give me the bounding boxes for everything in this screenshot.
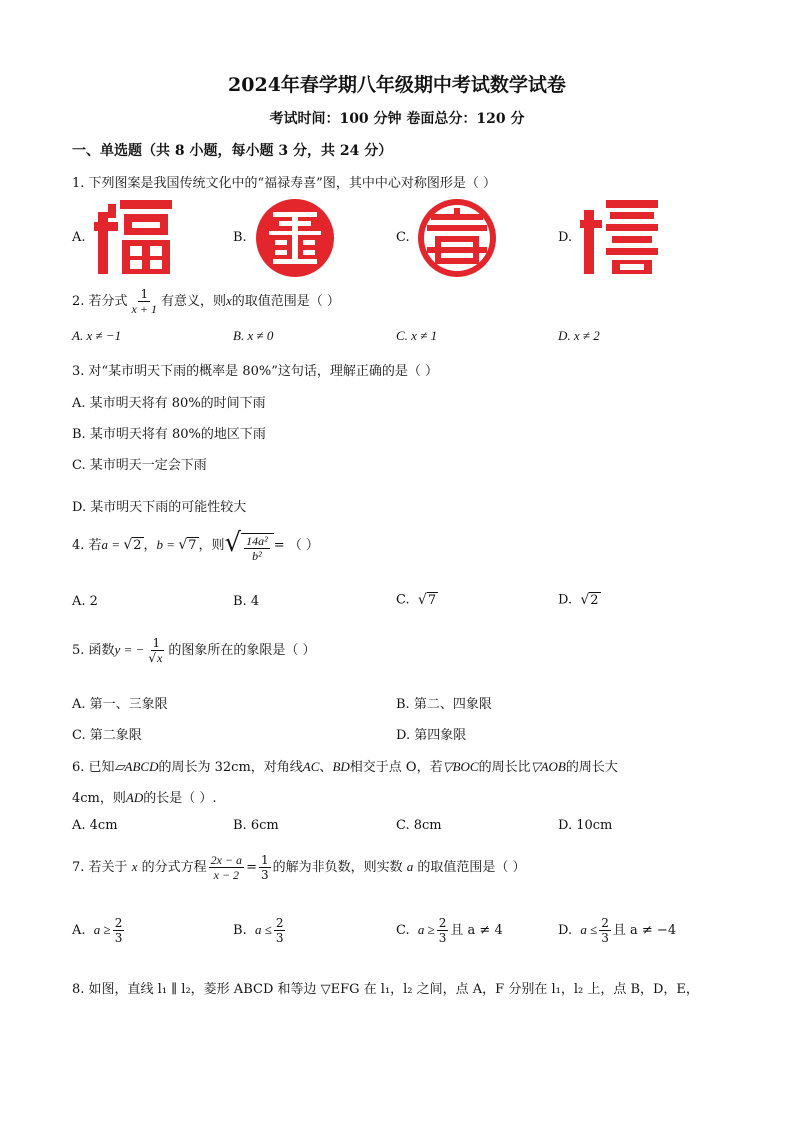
q4-option-c-label: C. (396, 592, 410, 608)
q7-eq: = (246, 860, 257, 875)
q2-option-a: A. x ≠ −1 (72, 328, 122, 343)
q7-d-den: 3 (601, 931, 609, 945)
q7-option-a (72, 916, 126, 945)
q6-l1a: 6. 已知 (72, 760, 115, 775)
q2-option-c: C. x ≠ 1 (396, 328, 438, 343)
exam-subtitle: 考试时间：100 分钟 卷面总分：120 分 (269, 111, 525, 127)
xi-emblem-icon (580, 196, 662, 278)
q7-b-den: 3 (275, 931, 284, 945)
q7-c-num: 2 (438, 916, 447, 930)
q5-option-a: A. 第一、三象限 (72, 697, 168, 712)
q2-option-d: D. x ≠ 2 (558, 328, 600, 343)
q7-a-frac (113, 916, 125, 945)
q7-d-tail: 且 a ≠ −4 (612, 923, 677, 938)
question-6-line-1 (72, 756, 618, 775)
q1-option-b-label: B. (233, 230, 247, 245)
q3-option-d: D. 某市明天下雨的可能性较大 (72, 500, 247, 515)
lu-emblem-icon (255, 198, 335, 278)
q6-l1e: 的周长比 (478, 760, 531, 775)
q4-expr-frac (244, 534, 270, 563)
q5-prefix: 5. 函数 (72, 643, 115, 658)
q6-l1d: 相交于点 O，若 (349, 760, 443, 775)
q2-suffix-a: 有意义，则 (160, 294, 226, 309)
q6-option-c: C. 8cm (396, 818, 442, 833)
q4-mid: ，则 (198, 537, 225, 553)
q7-d-label: D. (558, 923, 573, 938)
q4-a-sqrt: √2 (123, 537, 142, 554)
q7-b-frac (274, 916, 286, 945)
q1-option-a-label: A. (72, 230, 86, 245)
q4-a-radicand: 2 (133, 538, 142, 554)
q7-suffix-a: 的解为非负数，则实数 (272, 860, 403, 875)
q5-fraction: $\frac{1}{√x}$ (148, 636, 163, 665)
q7-lhs-den: x − 2 (213, 868, 240, 882)
q7-d-num: 2 (601, 916, 609, 930)
q7-c-frac (437, 916, 449, 945)
q5-frac-den-radicand: x (157, 651, 163, 665)
q7-prefix: 7. 若关于 (72, 860, 128, 875)
q4-option-d: D. √2 (558, 592, 599, 608)
q2-prefix: 2. 若分式 (72, 294, 128, 309)
q6-ad: AD (125, 790, 144, 805)
q6-l1c: 、 (319, 760, 333, 775)
q6-tri-boc: ▽BOC (442, 759, 479, 774)
q4-option-d-radicand: 2 (590, 593, 599, 608)
q5-option-b: B. 第二、四象限 (396, 697, 492, 712)
q6-l1b: 的周长为 32cm，对角线 (158, 760, 303, 775)
q7-option-b (233, 916, 287, 945)
q7-rhs-frac (259, 853, 271, 882)
q4-option-a: A. 2 (72, 594, 98, 609)
question-3-stem: 3. 对“某市明天下雨的概率是 80%”这句话，理解正确的是（ ） (72, 364, 438, 379)
q7-c-label: C. (396, 923, 410, 938)
q4-expr-num: 14a² (246, 533, 268, 548)
q7-a: a (406, 859, 414, 874)
q4-b-sqrt: √7 (178, 537, 197, 554)
q3-option-a: A. 某市明天将有 80%的时间下雨 (72, 396, 266, 411)
question-7-stem (72, 853, 526, 882)
q7-a-num: 2 (114, 916, 123, 930)
q7-d-rel: a ≤ (580, 922, 598, 937)
q5-option-c: C. 第二象限 (72, 728, 142, 743)
q7-mid: 的分式方程 (141, 860, 207, 875)
q6-option-a: A. 4cm (72, 818, 118, 833)
q7-a-den: 3 (114, 931, 123, 945)
shou-emblem-icon (417, 198, 497, 278)
q7-b-label: B. (233, 923, 247, 938)
q6-option-d: D. 10cm (558, 818, 613, 833)
q4-option-d-label: D. (558, 592, 573, 608)
q4-suffix: = （ ） (273, 537, 319, 553)
q2-option-b: B. x ≠ 0 (233, 328, 274, 343)
q5-y-eq: y = − (114, 642, 145, 657)
q7-b-rel: a ≤ (254, 922, 272, 937)
q1-option-d-label: D. (558, 230, 573, 245)
q3-option-b: B. 某市明天将有 80%的地区下雨 (72, 427, 266, 442)
question-1-stem: 1. 下列图案是我国传统文化中的“福禄寿喜”图，其中中心对称图形是（ ） (72, 176, 496, 191)
q2-frac-num: 1 (140, 287, 149, 301)
q7-var: x (131, 859, 138, 874)
section-heading: 一、单选题（共 8 小题，每小题 3 分，共 24 分） (72, 143, 393, 159)
q2-var: x (226, 293, 232, 308)
q7-a-label: A. (72, 923, 86, 938)
q2-suffix-b: 的取值范围是（ ） (231, 294, 340, 309)
q7-c-tail: 且 a ≠ 4 (450, 923, 503, 938)
q7-option-d (558, 916, 676, 945)
q6-ac: AC (302, 759, 320, 774)
q4-option-c-radicand: 7 (427, 593, 437, 608)
q4-expr-sqrt: √ $\frac{\text{14a²}}{\text{b²}}$ (225, 528, 274, 563)
q2-fraction (130, 287, 159, 316)
q4-option-c: C. √7 (396, 592, 437, 608)
exam-title: 2024年春学期八年级期中考试数学试卷 (228, 74, 566, 96)
q6-bd: BD (332, 759, 350, 774)
q6-option-b: B. 6cm (233, 818, 279, 833)
q7-rhs-num: 1 (260, 853, 269, 867)
question-5-stem (72, 636, 316, 665)
q5-suffix: 的图象所在的象限是（ ） (168, 643, 316, 658)
fu-emblem-icon (94, 198, 176, 278)
question-2-stem (72, 287, 340, 316)
q4-b-eq: b = (156, 536, 179, 552)
q4-sep: ， (143, 537, 157, 553)
q6-l2a: 4cm，则 (72, 791, 126, 806)
q7-c-rel: a ≥ (417, 922, 435, 937)
question-8-stem: 8. 如图，直线 l₁ ∥ l₂，菱形 ABCD 和等边 ▽EFG 在 l₁，l₂ 之间，点 A，F 分别在 l₁，l₂ 上，点 B，D，E， (72, 982, 699, 997)
q4-option-b: B. 4 (233, 594, 260, 609)
q7-lhs-num: 2x − a (210, 853, 243, 867)
q6-tri-aob: ▽AOB (530, 759, 566, 774)
q6-l1f: 的周长大 (565, 760, 618, 775)
q7-suffix-b: 的取值范围是（ ） (417, 860, 526, 875)
q5-option-d: D. 第四象限 (396, 728, 467, 743)
question-6-line-2 (72, 787, 217, 806)
q7-lhs-frac (209, 853, 244, 882)
q2-frac-den: x + 1 (131, 302, 157, 316)
q7-b-num: 2 (275, 916, 284, 930)
q3-option-c: C. 某市明天一定会下雨 (72, 458, 207, 473)
q7-c-den: 3 (438, 931, 447, 945)
q7-d-frac (599, 916, 611, 945)
q7-option-c (396, 916, 503, 945)
q7-rhs-den: 3 (260, 868, 269, 882)
q4-expr-den: b² (252, 548, 262, 563)
q6-parallelogram: ▱ABCD (114, 759, 159, 774)
q5-frac-num: 1 (152, 636, 161, 650)
question-4-stem (72, 528, 319, 563)
q1-option-c-label: C. (396, 230, 410, 245)
q6-l2b: 的长是（ ）. (143, 791, 217, 806)
q4-a-eq: a = (101, 536, 124, 552)
q7-a-rel: a ≥ (93, 922, 111, 937)
q4-b-radicand: 7 (188, 538, 197, 554)
q4-prefix: 4. 若 (72, 537, 102, 553)
